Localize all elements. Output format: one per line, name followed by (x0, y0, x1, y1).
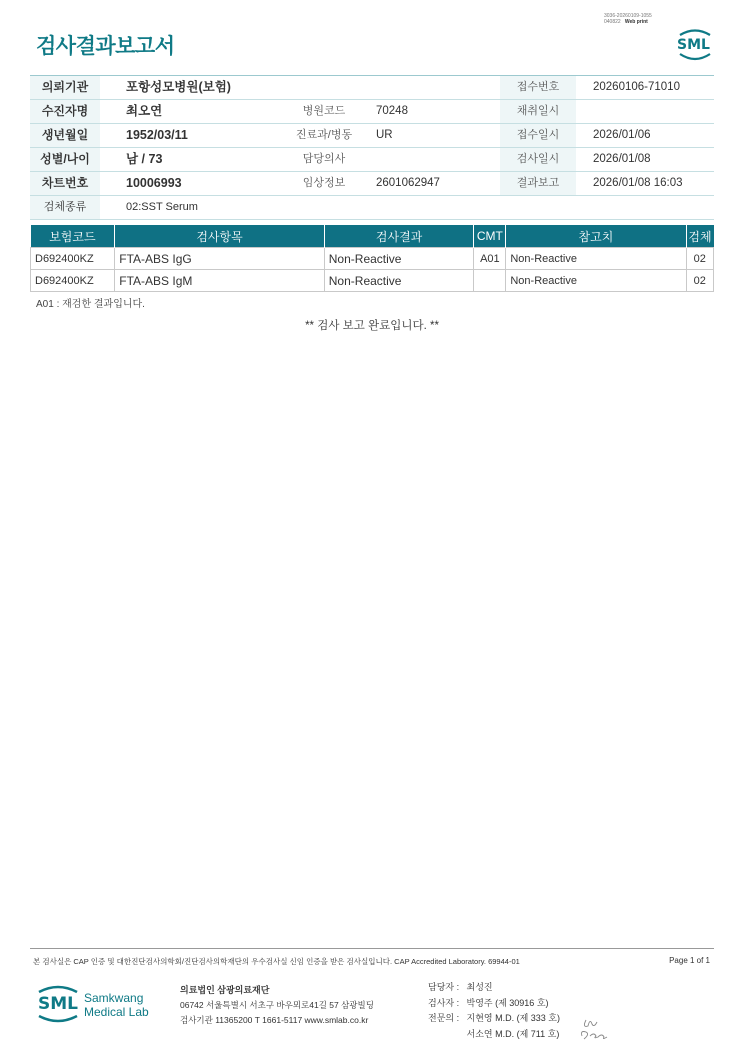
column-header-reference: 참고치 (506, 225, 686, 248)
cell-cmt: A01 (474, 248, 506, 270)
footer-logo-text: SML (38, 994, 78, 1014)
patient-info-row (30, 196, 714, 220)
cmt-note: A01 : 재검한 결과입니다. (36, 299, 145, 310)
label-clinical-info: 임상정보 (302, 177, 346, 189)
logo-name-line2: Medical Lab (84, 1005, 149, 1019)
cell-code: D692400KZ (31, 270, 115, 292)
results-header-row (31, 225, 714, 248)
tester-label: 검사자 : (428, 997, 460, 1008)
staff-info (428, 980, 560, 1042)
patient-info-row (30, 124, 714, 148)
cell-cmt (474, 270, 506, 292)
patient-info-row (30, 100, 714, 124)
specialist-1: 지현영 M.D. (제 333 호) (466, 1013, 560, 1023)
label-chart-no: 차트번호 (30, 172, 100, 195)
page-number: Page 1 of 1 (669, 956, 710, 965)
table-row (31, 270, 714, 292)
label-receipt-date: 접수일시 (500, 124, 576, 147)
tester-name: 박영주 (제 30916 호) (466, 997, 549, 1008)
chart-no-value: 10006993 (126, 176, 182, 190)
cell-specimen: 02 (686, 248, 713, 270)
cell-result: Non-Reactive (324, 248, 474, 270)
cell-specimen: 02 (686, 270, 713, 292)
label-collection-date: 채취일시 (500, 100, 576, 123)
column-header-code: 보험코드 (31, 225, 115, 248)
label-doctor: 담당의사 (302, 153, 346, 165)
result-report-value: 2026/01/08 16:03 (593, 177, 683, 189)
receipt-no-value: 20260106-71010 (593, 81, 680, 93)
results-table (30, 225, 714, 292)
cell-item: FTA-ABS IgM (115, 270, 325, 292)
org-name: 의료법인 삼광의료재단 (180, 985, 270, 995)
patient-info-row (30, 76, 714, 100)
certification-text: 본 검사실은 CAP 인증 및 대한진단검사의학회/진단검사의학재단의 우수검사실 신임 인증을 받은 검사실입니다. CAP Accredited Laboratory. 69944-01 (33, 957, 520, 966)
print-mode: Web print (624, 19, 648, 25)
label-department: 진료과/병동 (295, 129, 353, 141)
cell-reference: Non-Reactive (506, 248, 686, 270)
org-contact: 검사기관 11365200 T 1661-5117 www.smlab.co.kr (180, 1015, 369, 1025)
label-dob: 생년월일 (30, 124, 100, 147)
patient-info-grid (30, 75, 714, 220)
label-patient-name: 수진자명 (30, 100, 100, 123)
column-header-result: 검사결과 (324, 225, 474, 248)
samkwang-logo-icon (36, 981, 156, 1025)
patient-info-row (30, 172, 714, 196)
table-row (31, 248, 714, 270)
handwritten-signature-icon (578, 1010, 614, 1042)
label-result-report: 결과보고 (500, 172, 576, 195)
department-value: UR (376, 129, 393, 141)
logo-name-line1: Samkwang (84, 991, 144, 1005)
sml-logo-icon (674, 26, 716, 64)
report-title: 검사결과보고서 (36, 34, 175, 58)
specialist-2: 서소연 M.D. (제 711 호) (466, 1028, 560, 1039)
column-header-specimen: 검체 (686, 225, 713, 248)
org-address: 06742 서울특별시 서초구 바우뫼로41길 57 삼광빌딩 (180, 1000, 374, 1010)
clinical-info-value: 2601062947 (376, 177, 440, 189)
label-hospital-code: 병원코드 (302, 105, 346, 117)
staff-label: 담당자 : (428, 982, 460, 992)
receipt-date-value: 2026/01/06 (593, 129, 651, 141)
label-specimen-type: 검체종류 (30, 196, 100, 219)
cell-result: Non-Reactive (324, 270, 474, 292)
specimen-type-value: 02:SST Serum (126, 201, 198, 213)
document-code-line1: 3036-20260109-1055 (604, 13, 652, 19)
patient-name-value: 최오연 (126, 104, 163, 118)
organization-info (180, 983, 374, 1028)
cell-reference: Non-Reactive (506, 270, 686, 292)
label-sex-age: 성별/나이 (30, 148, 100, 171)
sex-age-value: 남 / 73 (126, 152, 163, 166)
document-code-line2: 040822 (604, 19, 621, 25)
sml-logo-text: SML (677, 37, 710, 53)
patient-info-row (30, 148, 714, 172)
specialist-label: 전문의 : (428, 1013, 460, 1023)
staff-name: 최성진 (466, 982, 493, 992)
label-requesting-org: 의뢰기관 (30, 76, 100, 99)
document-code (604, 13, 652, 25)
cell-code: D692400KZ (31, 248, 115, 270)
cell-item: FTA-ABS IgG (115, 248, 325, 270)
test-date-value: 2026/01/08 (593, 153, 651, 165)
footer-divider (30, 948, 714, 949)
completion-message: ** 검사 보고 완료입니다. ** (305, 320, 439, 332)
column-header-item: 검사항목 (115, 225, 325, 248)
requesting-org-value: 포항성모병원(보험) (126, 80, 231, 94)
hospital-code-value: 70248 (376, 105, 408, 117)
dob-value: 1952/03/11 (126, 128, 188, 142)
label-receipt-no: 접수번호 (500, 76, 576, 99)
label-test-date: 검사일시 (500, 148, 576, 171)
column-header-cmt: CMT (474, 225, 506, 248)
